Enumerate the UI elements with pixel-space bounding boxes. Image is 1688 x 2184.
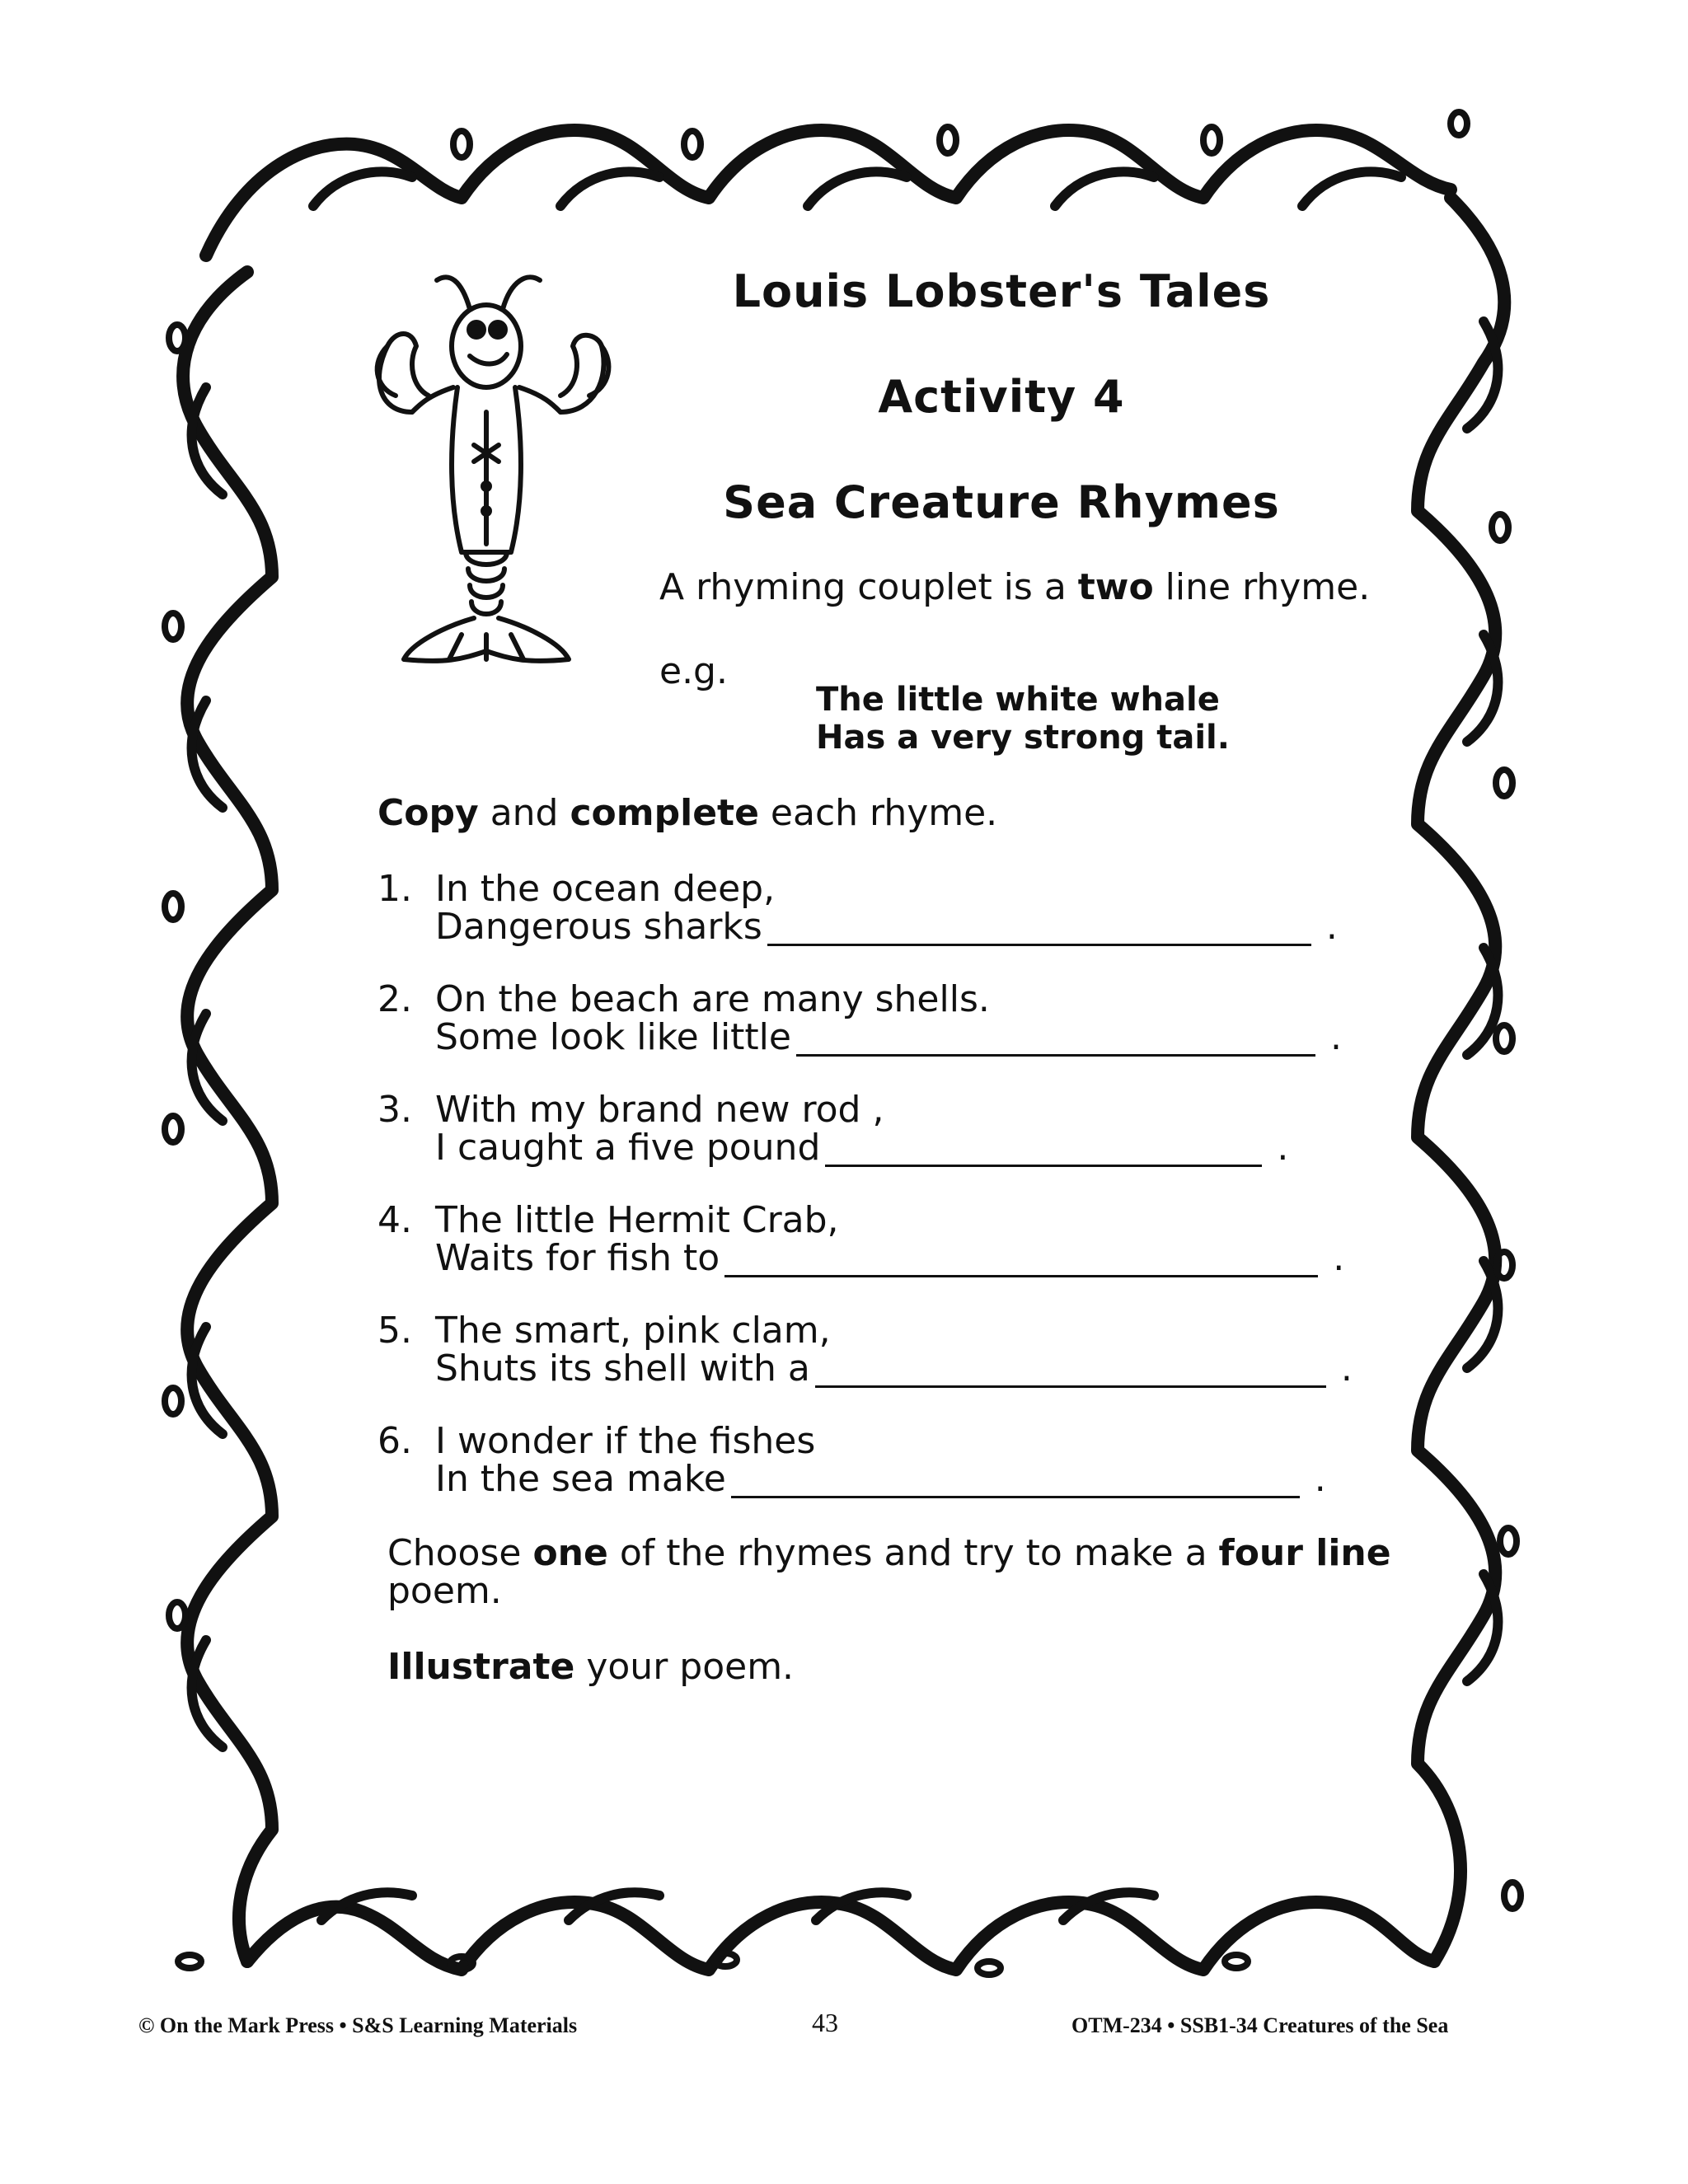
rhyme-number: 4.: [377, 1199, 412, 1241]
intro-emphasis: two: [1077, 566, 1154, 608]
rhyme-line-1: I wonder if the fishes: [435, 1420, 816, 1462]
rhyme-number: 1.: [377, 868, 412, 910]
rhyme-line-1: The little Hermit Crab,: [435, 1199, 839, 1241]
top-wave-border: [206, 130, 1451, 255]
footer-copyright: © On the Mark Press • S&S Learning Materials: [138, 2013, 578, 2037]
rhyme-line-2: In the sea make: [435, 1458, 726, 1500]
footer-catalog: OTM-234 • SSB1-34 Creatures of the Sea: [1071, 2013, 1449, 2037]
illustrate-instruction: Illustrate your poem.: [387, 1646, 795, 1688]
topic-heading: Sea Creature Rhymes: [723, 476, 1280, 528]
right-wave-border: [1418, 198, 1504, 1961]
rhyme-line-2: Waits for fish to: [435, 1237, 720, 1279]
answer-blank[interactable]: [825, 1132, 1262, 1167]
bottom-wave-border: [247, 1902, 1434, 1970]
series-title: Louis Lobster's Tales: [732, 265, 1271, 317]
rhyme-number: 6.: [377, 1420, 412, 1462]
activity-heading: Activity 4: [878, 371, 1125, 423]
rhyme-line-2: Dangerous sharks: [435, 906, 762, 948]
example-line-2: Has a very strong tail.: [816, 719, 1230, 757]
rhyme-number: 2.: [377, 978, 412, 1020]
rhyme-line-2: Some look like little: [435, 1016, 791, 1058]
answer-blank[interactable]: [815, 1352, 1326, 1388]
rhyme-line-2: Shuts its shell with a: [435, 1347, 810, 1390]
rhyme-line-1: On the beach are many shells.: [435, 978, 990, 1020]
example-line-1: The little white whale: [816, 681, 1220, 719]
answer-blank[interactable]: [731, 1463, 1300, 1498]
rhyme-number: 5.: [377, 1310, 412, 1352]
instruction-text: Copy and complete each rhyme.: [377, 792, 998, 834]
closing-instruction: Choose one of the rhymes and try to make a four line poem.: [387, 1532, 1391, 1612]
answer-blank[interactable]: [724, 1242, 1318, 1277]
rhyme-line-2: I caught a five pound: [435, 1127, 821, 1169]
lobster-illustration: [377, 277, 609, 661]
rhyme-number: 3.: [377, 1089, 412, 1131]
example-label: e.g.: [659, 650, 728, 692]
page-number: 43: [812, 2008, 838, 2037]
intro-text: A rhyming couplet is a two line rhyme.: [659, 566, 1371, 608]
rhyme-line-1: The smart, pink clam,: [435, 1310, 831, 1352]
answer-blank[interactable]: [767, 911, 1311, 946]
answer-blank[interactable]: [796, 1021, 1315, 1057]
rhyme-line-1: With my brand new rod ,: [435, 1089, 884, 1131]
rhyme-line-1: In the ocean deep,: [435, 868, 776, 910]
